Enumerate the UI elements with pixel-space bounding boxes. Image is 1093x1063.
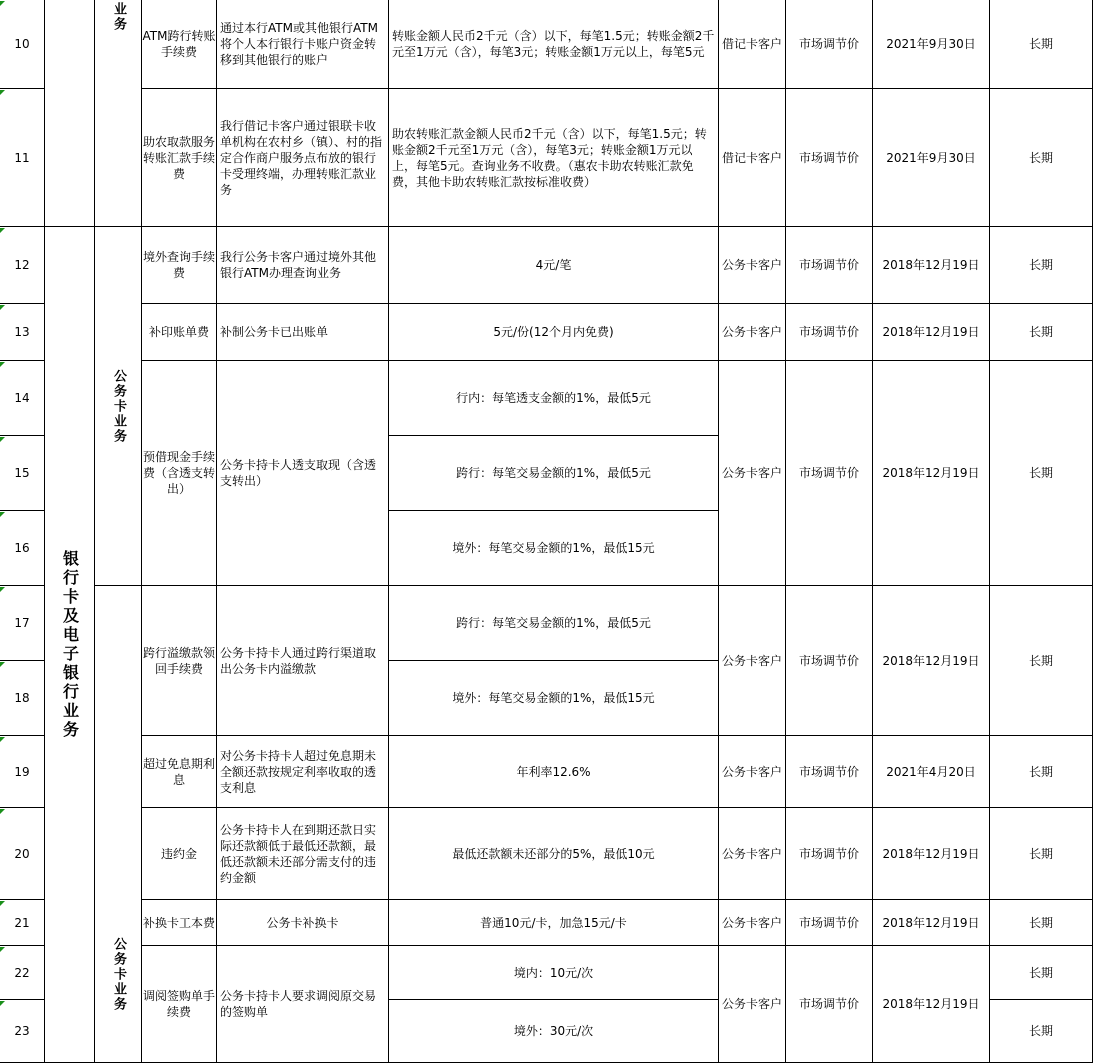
standard-cell[interactable]: 跨行：每笔交易金额的1%，最低5元 bbox=[389, 436, 719, 511]
row-number[interactable]: 14 bbox=[0, 361, 45, 436]
business-cell[interactable] bbox=[45, 0, 95, 227]
method-cell[interactable]: 市场调节价 bbox=[786, 227, 873, 304]
item-cell[interactable]: 境外查询手续费 bbox=[142, 227, 217, 304]
standard-cell[interactable]: 跨行：每笔交易金额的1%，最低5元 bbox=[389, 586, 719, 661]
date-cell[interactable]: 2021年4月20日 bbox=[873, 736, 990, 808]
object-cell[interactable]: 公务卡客户 bbox=[719, 304, 786, 361]
date-cell[interactable]: 2018年12月19日 bbox=[873, 900, 990, 946]
standard-cell[interactable]: 年利率12.6% bbox=[389, 736, 719, 808]
category-cell[interactable] bbox=[95, 227, 142, 586]
object-cell[interactable]: 公务卡客户 bbox=[719, 808, 786, 900]
category-cell[interactable] bbox=[95, 0, 142, 227]
category-cell[interactable] bbox=[95, 586, 142, 1063]
method-cell[interactable]: 市场调节价 bbox=[786, 900, 873, 946]
term-cell[interactable]: 长期 bbox=[990, 900, 1093, 946]
description-cell[interactable]: 公务卡持卡人要求调阅原交易的签购单 bbox=[217, 946, 389, 1063]
row-number[interactable]: 12 bbox=[0, 227, 45, 304]
term-cell[interactable]: 长期 bbox=[990, 946, 1093, 1000]
standard-cell[interactable]: 5元/份(12个月内免费) bbox=[389, 304, 719, 361]
standard-cell[interactable]: 转账金额人民币2千元（含）以下，每笔1.5元；转账金额2千元至1万元（含），每笔3元；转账金额1万元以上，每笔5元 bbox=[389, 0, 719, 89]
description-cell[interactable]: 我行借记卡客户通过银联卡收单机构在农村乡（镇）、村的指定合作商户服务点布放的银行卡受理终端，办理转账汇款业务 bbox=[217, 89, 389, 227]
category-label: 公务卡业务 bbox=[111, 937, 126, 1012]
term-cell[interactable]: 长期 bbox=[990, 89, 1093, 227]
row-number[interactable]: 17 bbox=[0, 586, 45, 661]
description-cell[interactable]: 对公务卡持卡人超过免息期未全额还款按规定利率收取的透支利息 bbox=[217, 736, 389, 808]
method-cell[interactable]: 市场调节价 bbox=[786, 736, 873, 808]
object-cell[interactable]: 公务卡客户 bbox=[719, 946, 786, 1063]
description-cell[interactable]: 我行公务卡客户通过境外其他银行ATM办理查询业务 bbox=[217, 227, 389, 304]
row-number[interactable]: 20 bbox=[0, 808, 45, 900]
row-number[interactable]: 15 bbox=[0, 436, 45, 511]
object-cell[interactable]: 公务卡客户 bbox=[719, 900, 786, 946]
row-number[interactable]: 10 bbox=[0, 0, 45, 89]
row-number[interactable]: 22 bbox=[0, 946, 45, 1000]
date-cell[interactable]: 2018年12月19日 bbox=[873, 304, 990, 361]
description-cell[interactable]: 补制公务卡已出账单 bbox=[217, 304, 389, 361]
row-number[interactable]: 13 bbox=[0, 304, 45, 361]
item-cell[interactable]: 补印账单费 bbox=[142, 304, 217, 361]
method-cell[interactable]: 市场调节价 bbox=[786, 304, 873, 361]
term-cell[interactable]: 长期 bbox=[990, 361, 1093, 586]
object-cell[interactable]: 公务卡客户 bbox=[719, 361, 786, 586]
term-cell[interactable]: 长期 bbox=[990, 808, 1093, 900]
standard-cell[interactable]: 行内：每笔透支金额的1%，最低5元 bbox=[389, 361, 719, 436]
method-cell[interactable]: 市场调节价 bbox=[786, 0, 873, 89]
row-number[interactable]: 16 bbox=[0, 511, 45, 586]
date-cell[interactable]: 2018年12月19日 bbox=[873, 361, 990, 586]
standard-cell[interactable]: 普通10元/卡，加急15元/卡 bbox=[389, 900, 719, 946]
date-cell[interactable]: 2021年9月30日 bbox=[873, 89, 990, 227]
description-cell[interactable]: 通过本行ATM或其他银行ATM将个人本行银行卡账户资金转移到其他银行的账户 bbox=[217, 0, 389, 89]
item-cell[interactable]: 助农取款服务转账汇款手续费 bbox=[142, 89, 217, 227]
row-number[interactable]: 11 bbox=[0, 89, 45, 227]
date-cell[interactable]: 2018年12月19日 bbox=[873, 946, 990, 1063]
term-cell[interactable]: 长期 bbox=[990, 1000, 1093, 1063]
date-cell[interactable]: 2018年12月19日 bbox=[873, 808, 990, 900]
term-cell[interactable]: 长期 bbox=[990, 736, 1093, 808]
row-number[interactable]: 23 bbox=[0, 1000, 45, 1063]
term-cell[interactable]: 长期 bbox=[990, 304, 1093, 361]
item-cell[interactable]: 超过免息期利息 bbox=[142, 736, 217, 808]
row-number[interactable]: 19 bbox=[0, 736, 45, 808]
term-cell[interactable]: 长期 bbox=[990, 0, 1093, 89]
method-cell[interactable]: 市场调节价 bbox=[786, 808, 873, 900]
object-cell[interactable]: 公务卡客户 bbox=[719, 227, 786, 304]
item-cell[interactable]: ATM跨行转账手续费 bbox=[142, 0, 217, 89]
business-cell[interactable] bbox=[45, 227, 95, 1063]
item-cell[interactable]: 违约金 bbox=[142, 808, 217, 900]
date-cell[interactable]: 2018年12月19日 bbox=[873, 227, 990, 304]
row-number[interactable]: 18 bbox=[0, 661, 45, 736]
object-cell[interactable]: 公务卡客户 bbox=[719, 736, 786, 808]
category-label: 业务 bbox=[111, 2, 126, 32]
description-cell[interactable]: 公务卡持卡人透支取现（含透支转出） bbox=[217, 361, 389, 586]
standard-cell[interactable]: 最低还款额未还部分的5%，最低10元 bbox=[389, 808, 719, 900]
object-cell[interactable]: 借记卡客户 bbox=[719, 0, 786, 89]
row-number[interactable]: 21 bbox=[0, 900, 45, 946]
business-label: 银行卡及电子银行业务 bbox=[60, 549, 80, 740]
description-cell[interactable]: 公务卡补换卡 bbox=[217, 900, 389, 946]
term-cell[interactable]: 长期 bbox=[990, 227, 1093, 304]
item-cell[interactable]: 调阅签购单手续费 bbox=[142, 946, 217, 1063]
standard-cell[interactable]: 4元/笔 bbox=[389, 227, 719, 304]
item-cell[interactable]: 预借现金手续费（含透支转出） bbox=[142, 361, 217, 586]
category-label: 公务卡业务 bbox=[111, 368, 126, 444]
date-cell[interactable]: 2018年12月19日 bbox=[873, 586, 990, 736]
method-cell[interactable]: 市场调节价 bbox=[786, 946, 873, 1063]
item-cell[interactable]: 跨行溢缴款领回手续费 bbox=[142, 586, 217, 736]
description-cell[interactable]: 公务卡持卡人在到期还款日实际还款额低于最低还款额，最低还款额未还部分需支付的违约金额 bbox=[217, 808, 389, 900]
standard-cell[interactable]: 境外：每笔交易金额的1%，最低15元 bbox=[389, 661, 719, 736]
standard-cell[interactable]: 境外：每笔交易金额的1%，最低15元 bbox=[389, 511, 719, 586]
standard-cell[interactable]: 助农转账汇款金额人民币2千元（含）以下，每笔1.5元；转账金额2千元至1万元（含），每笔3元；转账金额1万元以上，每笔5元。查询业务不收费。（惠农卡助农转账汇款免费，其他卡助农转账汇款按标准收费） bbox=[389, 89, 719, 227]
standard-cell[interactable]: 境外：30元/次 bbox=[389, 1000, 719, 1063]
method-cell[interactable]: 市场调节价 bbox=[786, 89, 873, 227]
item-cell[interactable]: 补换卡工本费 bbox=[142, 900, 217, 946]
description-cell[interactable]: 公务卡持卡人通过跨行渠道取出公务卡内溢缴款 bbox=[217, 586, 389, 736]
standard-cell[interactable]: 境内：10元/次 bbox=[389, 946, 719, 1000]
object-cell[interactable]: 公务卡客户 bbox=[719, 586, 786, 736]
method-cell[interactable]: 市场调节价 bbox=[786, 361, 873, 586]
term-cell[interactable]: 长期 bbox=[990, 586, 1093, 736]
object-cell[interactable]: 借记卡客户 bbox=[719, 89, 786, 227]
method-cell[interactable]: 市场调节价 bbox=[786, 586, 873, 736]
date-cell[interactable]: 2021年9月30日 bbox=[873, 0, 990, 89]
